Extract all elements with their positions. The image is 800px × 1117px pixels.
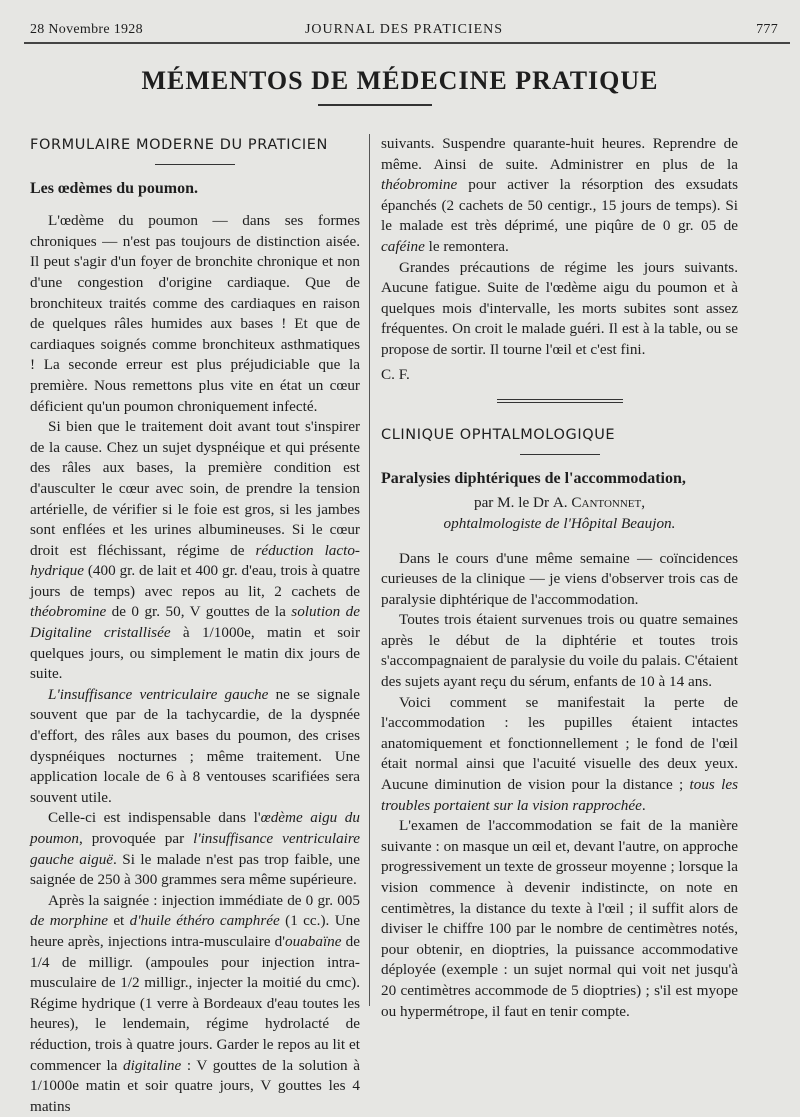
page-title: MÉMENTOS DE MÉDECINE PRATIQUE (141, 66, 659, 95)
header-rule (24, 42, 790, 44)
section-title-ophtalmo: CLINIQUE OPHTALMOLOGIQUE (381, 427, 616, 444)
title-rule (318, 104, 432, 106)
paragraph: Toutes trois étaient survenues trois ou quatre semaines après le début de la diphtérie et toutes trois s'accompagnaient de paralysie du voile du palais. C'étaient des sujets ayant reçu du sérum, enfants de 10 à 14 ans. (381, 611, 738, 691)
signature: C. F. (381, 365, 410, 383)
column-divider (369, 134, 370, 1006)
paragraph: Dans le cours d'une même semaine — coïncidences curieuses de la clinique — je viens d'observer trois cas de paralysie diphtérique de l'accommodation. (381, 549, 738, 608)
section-rule (155, 164, 235, 165)
paragraph: L'œdème du poumon — dans ses formes chroniques — n'est pas toujours de distinction aisée. Il peut s'agir d'un foyer de bronchite chronique et non d'une congestion d'origine cardiaque. Que de bronchiteux traités comme des cardiaques en raison de quelques râles humides aux bases ! Et que de cardiaques soignés comme bronchiteux asthmatiques ! La seconde erreur est plus préjudiciable que la première. Nous remettons plus vite en état un cœur déficient qu'un poumon chroniquement infecté. (30, 212, 360, 415)
article-title: Paralysies diphtériques de l'accommodation, (381, 469, 686, 487)
affiliation: ophtalmologiste de l'Hôpital Beaujon. (443, 514, 676, 532)
section-rule (520, 454, 600, 455)
paragraph: Si bien que le traitement doit avant tout s'inspirer de la cause. Chez un sujet dyspnéique et qui présente des râles aux bases, la première condition est d'ausculter le cœur avec soin, de prendre la tension artérielle, de vérifier si le foie est gros, si les jambes sont enflées et les urines albumineuses. Si le cœur droit est fléchissant, régime de réduction lacto-hydrique (400 gr. de lait et 400 gr. d'eau, trois à quatre jours de temps) avec repos au lit, 2 cachets de théobromine de 0 gr. 50, V gouttes de la solution de Digitaline cristallisée à 1/1000e, matin et soir quelques jours, ou simplement le matin dix jours de suite. (30, 418, 360, 683)
paragraph: suivants. Suspendre quarante-huit heures. Reprendre de même. Ainsi de suite. Administrer en plus de la théobromine pour activer la résorption des exsudats épanchés (2 cachets de 50 centigr., 15 jours de temps). Si le malade est très déprimé, une piqûre de 0 gr. 05 de caféine le remontera. (381, 135, 738, 255)
author-name: A. Cantonnet, (552, 494, 646, 512)
running-header (30, 22, 778, 40)
section-separator (497, 399, 623, 403)
paragraph: Voici comment se manifestait la perte de l'accommodation : les pupilles étaient intactes anatomiquement et fonctionnellement ; le fond de l'œil était normal ainsi que l'acuité visuelle des deux yeux. Aucune diminution de vision pour la distance ; tous les troubles portaient sur la vision rapprochée. (381, 693, 738, 814)
paragraph: L'insuffisance ventriculaire gauche ne se signale souvent que par de la tachycardie, de la dyspnée d'effort, des râles aux bases du poumon, des crises dyspnéiques nocturnes ; même traitement. Une application locale de 6 à 8 ventouses scarifiées sera souvent utile. (30, 685, 360, 806)
paragraph: Celle-ci est indispensable dans l'œdème aigu du poumon, provoquée par l'insuffisance ventriculaire gauche aiguë. Si le malade n'est pas trop faible, une saignée de 250 à 300 grammes sera même supérieure. (30, 809, 361, 889)
paragraph: Grandes précautions de régime les jours suivants. Aucune fatigue. Suite de l'œdème aigu du poumon et à quelques mois d'intervalle, les morts subites sont assez fréquentes. On croit le malade guéri. Il est à la table, ou se propose de sortir. Il tourne l'œil et c'est fini. (381, 258, 738, 358)
paragraph: L'examen de l'accommodation se fait de la manière suivante : on masque un œil et, devant l'autre, on approche progressivement un texte de grosseur moyenne ; lorsque la vision commence à devenir indistincte, on note en centimètres, la distance du texte à l'œil ; il suffit alors de diviser le chiffre 100 par le nombre de centimètres notés, pour obtenir, en dioptries, la puissance accommodative déployée (exemple : un sujet normal qui voit net jusqu'à 20 centimètres accommode de 5 dioptries) ; s'il est myope ou hypermétrope, il faut en tenir compte. (381, 817, 738, 1020)
byline: par M. le Dr A. Cantonnet, (473, 494, 646, 512)
journal-name: JOURNAL DES PRATICIENS (304, 22, 504, 37)
left-column (30, 135, 360, 1117)
paragraph: Après la saignée : injection immédiate de 0 gr. 005 de morphine et d'huile éthéro camphrée (1 cc.). Une heure après, injections intra-musculaire d'ouabaïne de 1/4 de milligr. (ampoules pour injection intra-musculaire de 1/2 milligr., injecter la moitié du cmc). Régime hydrique (1 verre à Bordeaux d'eau toutes les heures), le lendemain, régime hydrolacté de réduction, trois à quatre jours. Garder le repos au lit et commencer la digitaline : V gouttes de la solution à 1/1000e matin et soir quatre jours, V gouttes les 4 matins (30, 891, 360, 1115)
issue-date: 28 Novembre 1928 (30, 22, 143, 37)
article-subtitle: Les œdèmes du poumon. (30, 179, 199, 197)
right-column (381, 134, 738, 1022)
page-number: 777 (756, 22, 778, 37)
section-title-formulaire: FORMULAIRE MODERNE DU PRATICIEN (30, 137, 328, 153)
